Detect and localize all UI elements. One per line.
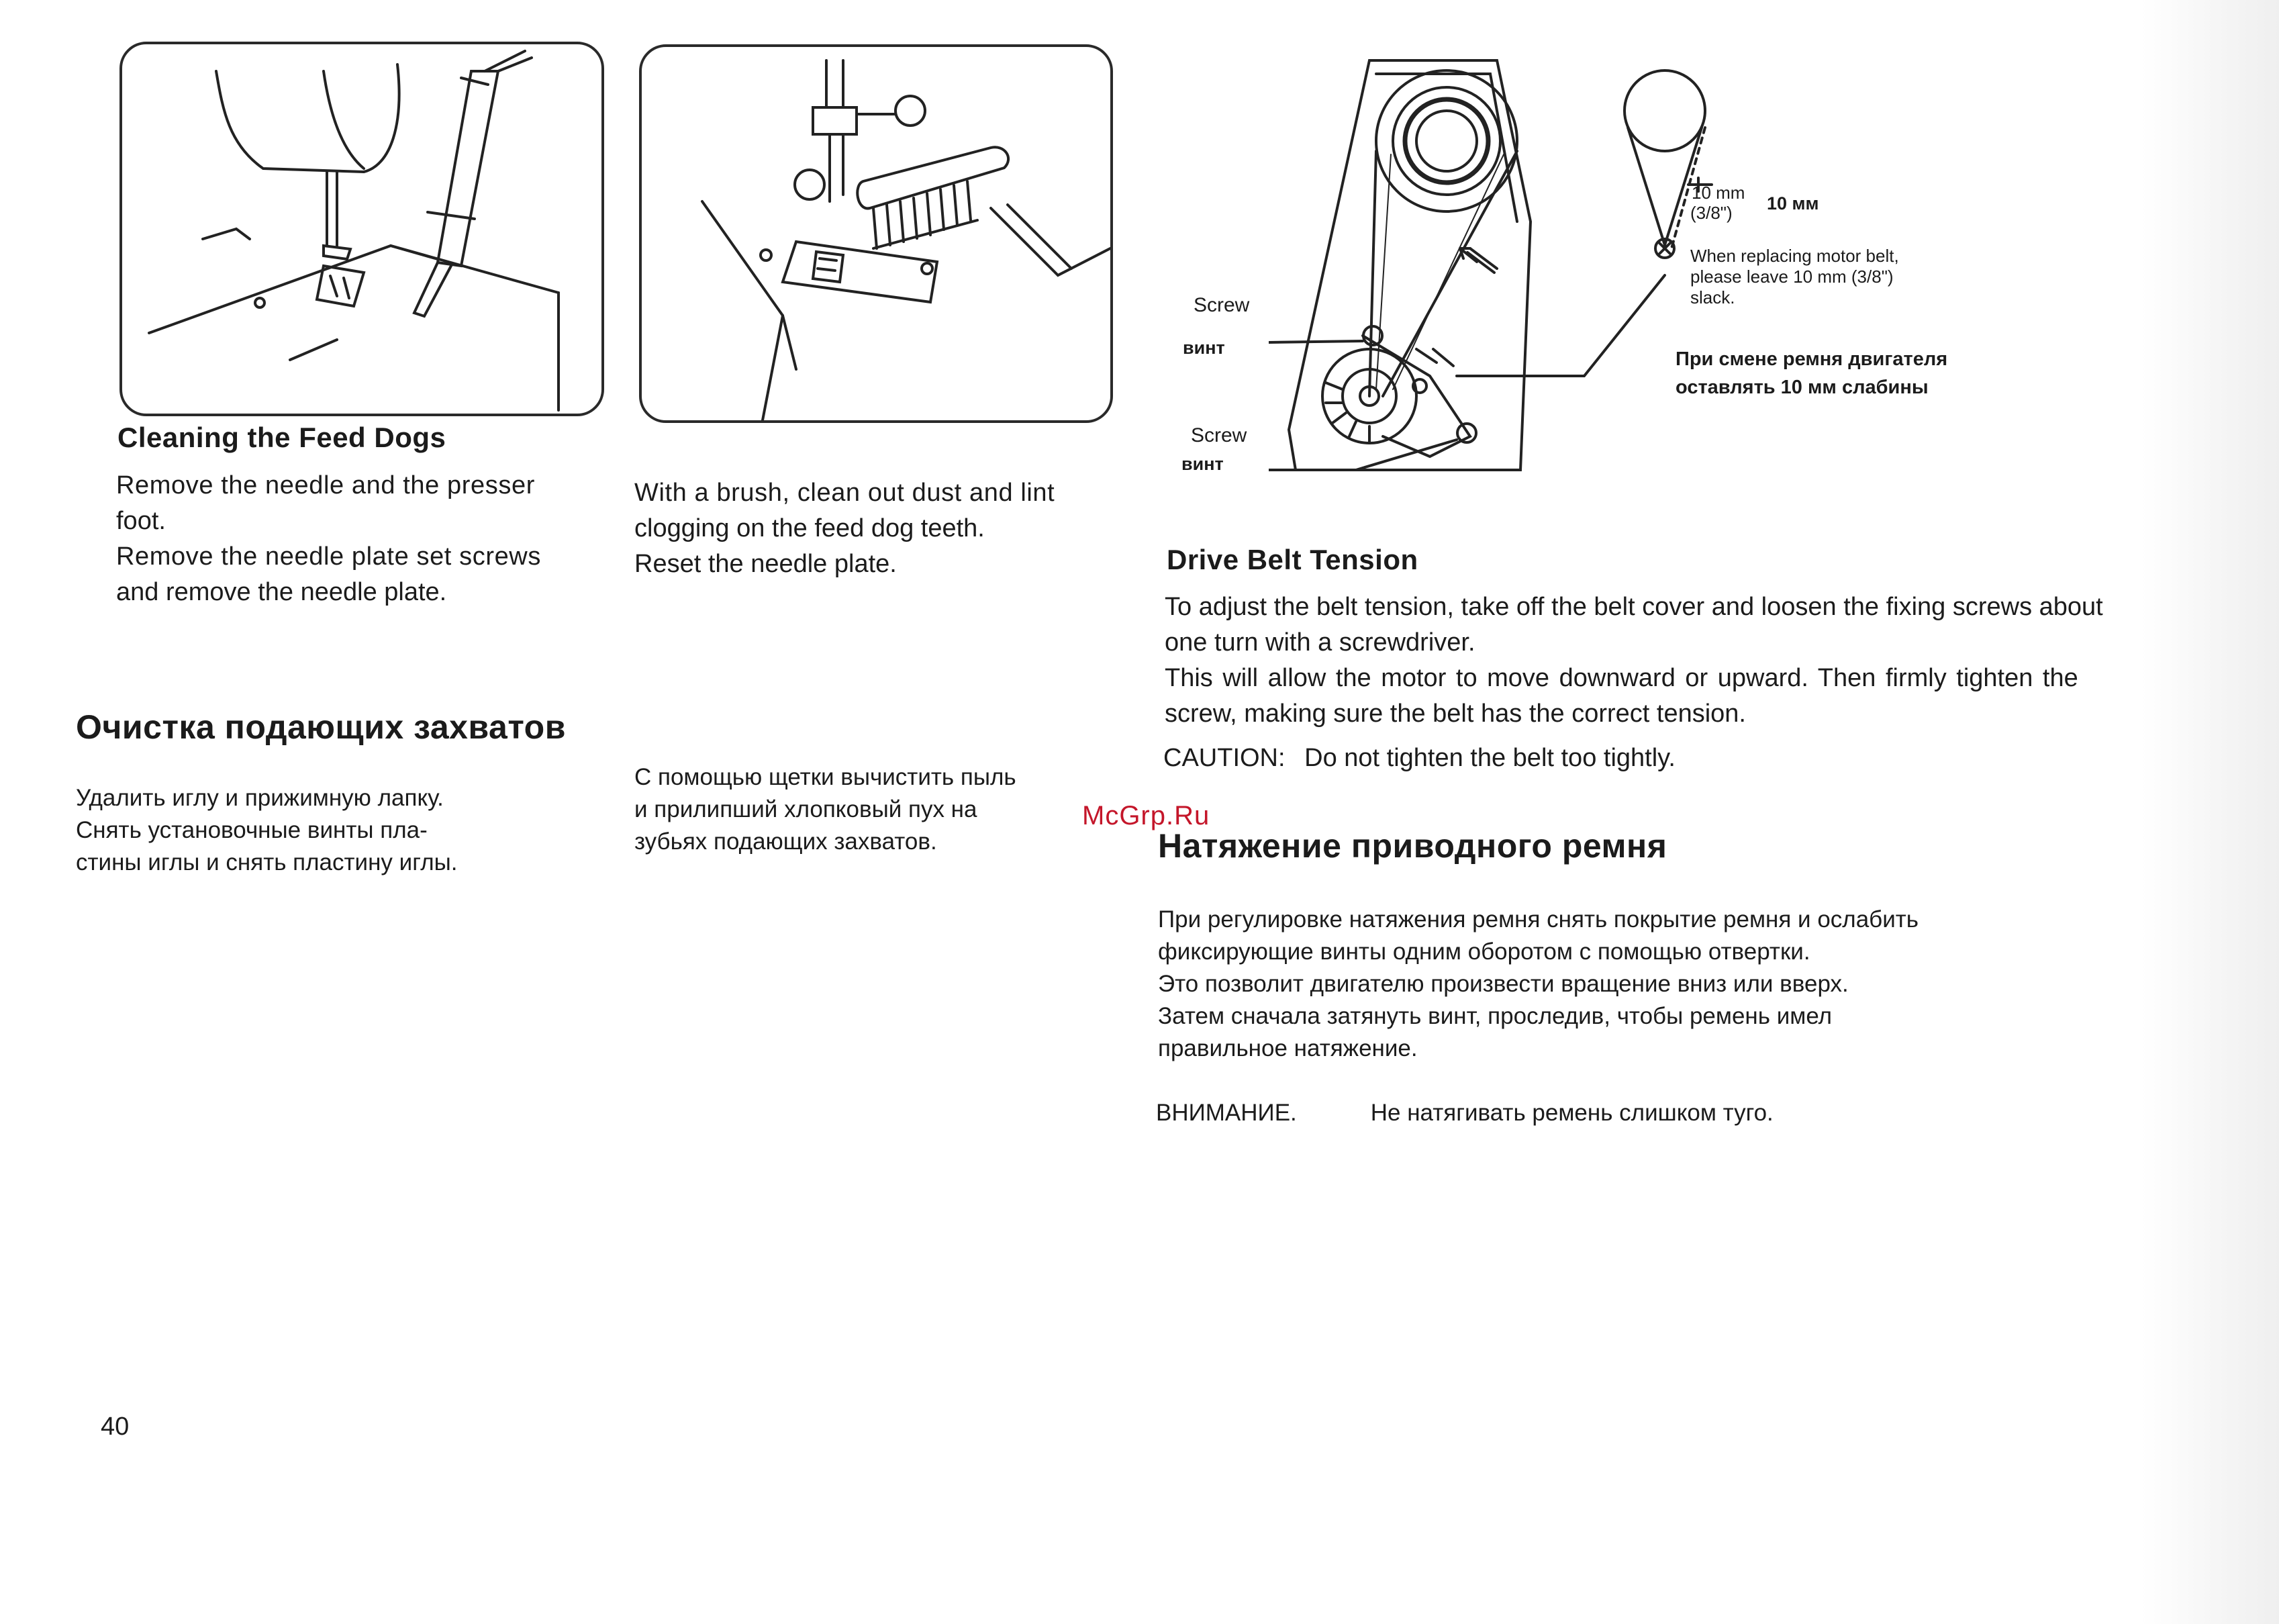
text-feed-dogs-step2: [634, 475, 1131, 582]
text-feed-dogs-step2-ru: [634, 761, 1131, 858]
text-line: фиксирующие винты одним оборотом с помощью отвертки.: [1158, 939, 1810, 965]
heading-cleaning-feed-dogs-ru: Очистка подающих захватов: [76, 708, 566, 746]
text-line: и прилипший хлопковый пух на: [634, 796, 977, 822]
text-line: Снять установочные винты пла-: [76, 817, 428, 843]
slack-note-en-line: slack.: [1690, 287, 1735, 307]
page-number: 40: [101, 1413, 130, 1441]
figure-drive-belt: [1269, 54, 1752, 483]
figure-brush-feed-dogs: [639, 44, 1113, 423]
heading-cleaning-feed-dogs: Cleaning the Feed Dogs: [117, 422, 446, 453]
brush-feed-dogs-illustration: [642, 47, 1110, 420]
label-screw-upper: Screw: [1194, 294, 1250, 316]
text-line: Reset the needle plate.: [634, 550, 897, 578]
text-line: Удалить иглу и прижимную лапку.: [76, 785, 444, 811]
caution-en: [1163, 741, 1676, 776]
text-line: and remove the needle plate.: [116, 578, 447, 606]
text-line: Remove the needle plate set screws: [116, 542, 541, 571]
slack-note-ru-line: При смене ремня двигателя: [1676, 348, 1948, 370]
text-line: Remove the needle and the presser: [116, 471, 535, 499]
caution-label-ru: ВНИМАНИЕ.: [1156, 1100, 1297, 1126]
slack-note-en-line: When replacing motor belt,: [1690, 246, 1899, 266]
label-10mm: 10 mm: [1692, 183, 1745, 203]
text-line: Это позволит двигателю произвести вращение вниз или вверх.: [1158, 971, 1849, 997]
label-vint-upper: винт: [1183, 338, 1225, 358]
text-line: foot.: [116, 507, 166, 535]
label-3-8-inch: (3/8"): [1690, 203, 1733, 223]
label-10mm-ru: 10 мм: [1767, 193, 1819, 213]
drive-belt-diagram: [1269, 54, 1752, 483]
text-line: This will allow the motor to move downward or upward. Then firmly tighten the: [1165, 664, 2078, 692]
text-feed-dogs-step1-ru: [76, 782, 573, 879]
needle-plate-screwdriver-illustration: [122, 44, 601, 414]
caution-text-ru: Не натягивать ремень слишком туго.: [1370, 1100, 1774, 1126]
text-line: правильное натяжение.: [1158, 1035, 1418, 1061]
label-screw-lower: Screw: [1191, 424, 1247, 446]
page-edge-shadow: [2141, 0, 2279, 1624]
text-drive-belt-instructions: [1165, 589, 2118, 732]
label-vint-lower: винт: [1181, 454, 1224, 474]
text-line: With a brush, clean out dust and lint: [634, 479, 1055, 507]
watermark: McGrp.Ru: [1082, 801, 1210, 830]
heading-drive-belt-tension-ru: Натяжение приводного ремня: [1158, 827, 1667, 865]
text-line: стины иглы и снять пластину иглы.: [76, 849, 458, 875]
heading-drive-belt-tension: Drive Belt Tension: [1167, 544, 1418, 575]
caution-label: CAUTION:: [1163, 744, 1286, 772]
slack-note-en-line: please leave 10 mm (3/8"): [1690, 267, 1894, 287]
text-line: clogging on the feed dog teeth.: [634, 514, 985, 542]
slack-note-ru: [1676, 345, 1947, 401]
text-line: one turn with a screwdriver.: [1165, 628, 1475, 657]
slack-note-ru-line: оставлять 10 мм слабины: [1676, 377, 1929, 398]
text-line: screw, making sure the belt has the correct tension.: [1165, 700, 1746, 728]
text-drive-belt-instructions-ru: [1158, 904, 2098, 1065]
figure-remove-needle-plate: [119, 42, 604, 416]
caution-ru: [1156, 1097, 1774, 1129]
text-line: При регулировке натяжения ремня снять покрытие ремня и ослабить: [1158, 906, 1919, 933]
text-line: Затем сначала затянуть винт, проследив, чтобы ремень имел: [1158, 1003, 1833, 1029]
text-line: С помощью щетки вычистить пыль: [634, 764, 1016, 790]
text-line: зубьях подающих захватов.: [634, 828, 937, 855]
text-line: To adjust the belt tension, take off the belt cover and loosen the fixing screws about: [1165, 593, 2103, 621]
caution-text: Do not tighten the belt too tightly.: [1304, 744, 1676, 772]
slack-note-en: [1690, 246, 1899, 308]
text-feed-dogs-step1: [116, 468, 613, 610]
